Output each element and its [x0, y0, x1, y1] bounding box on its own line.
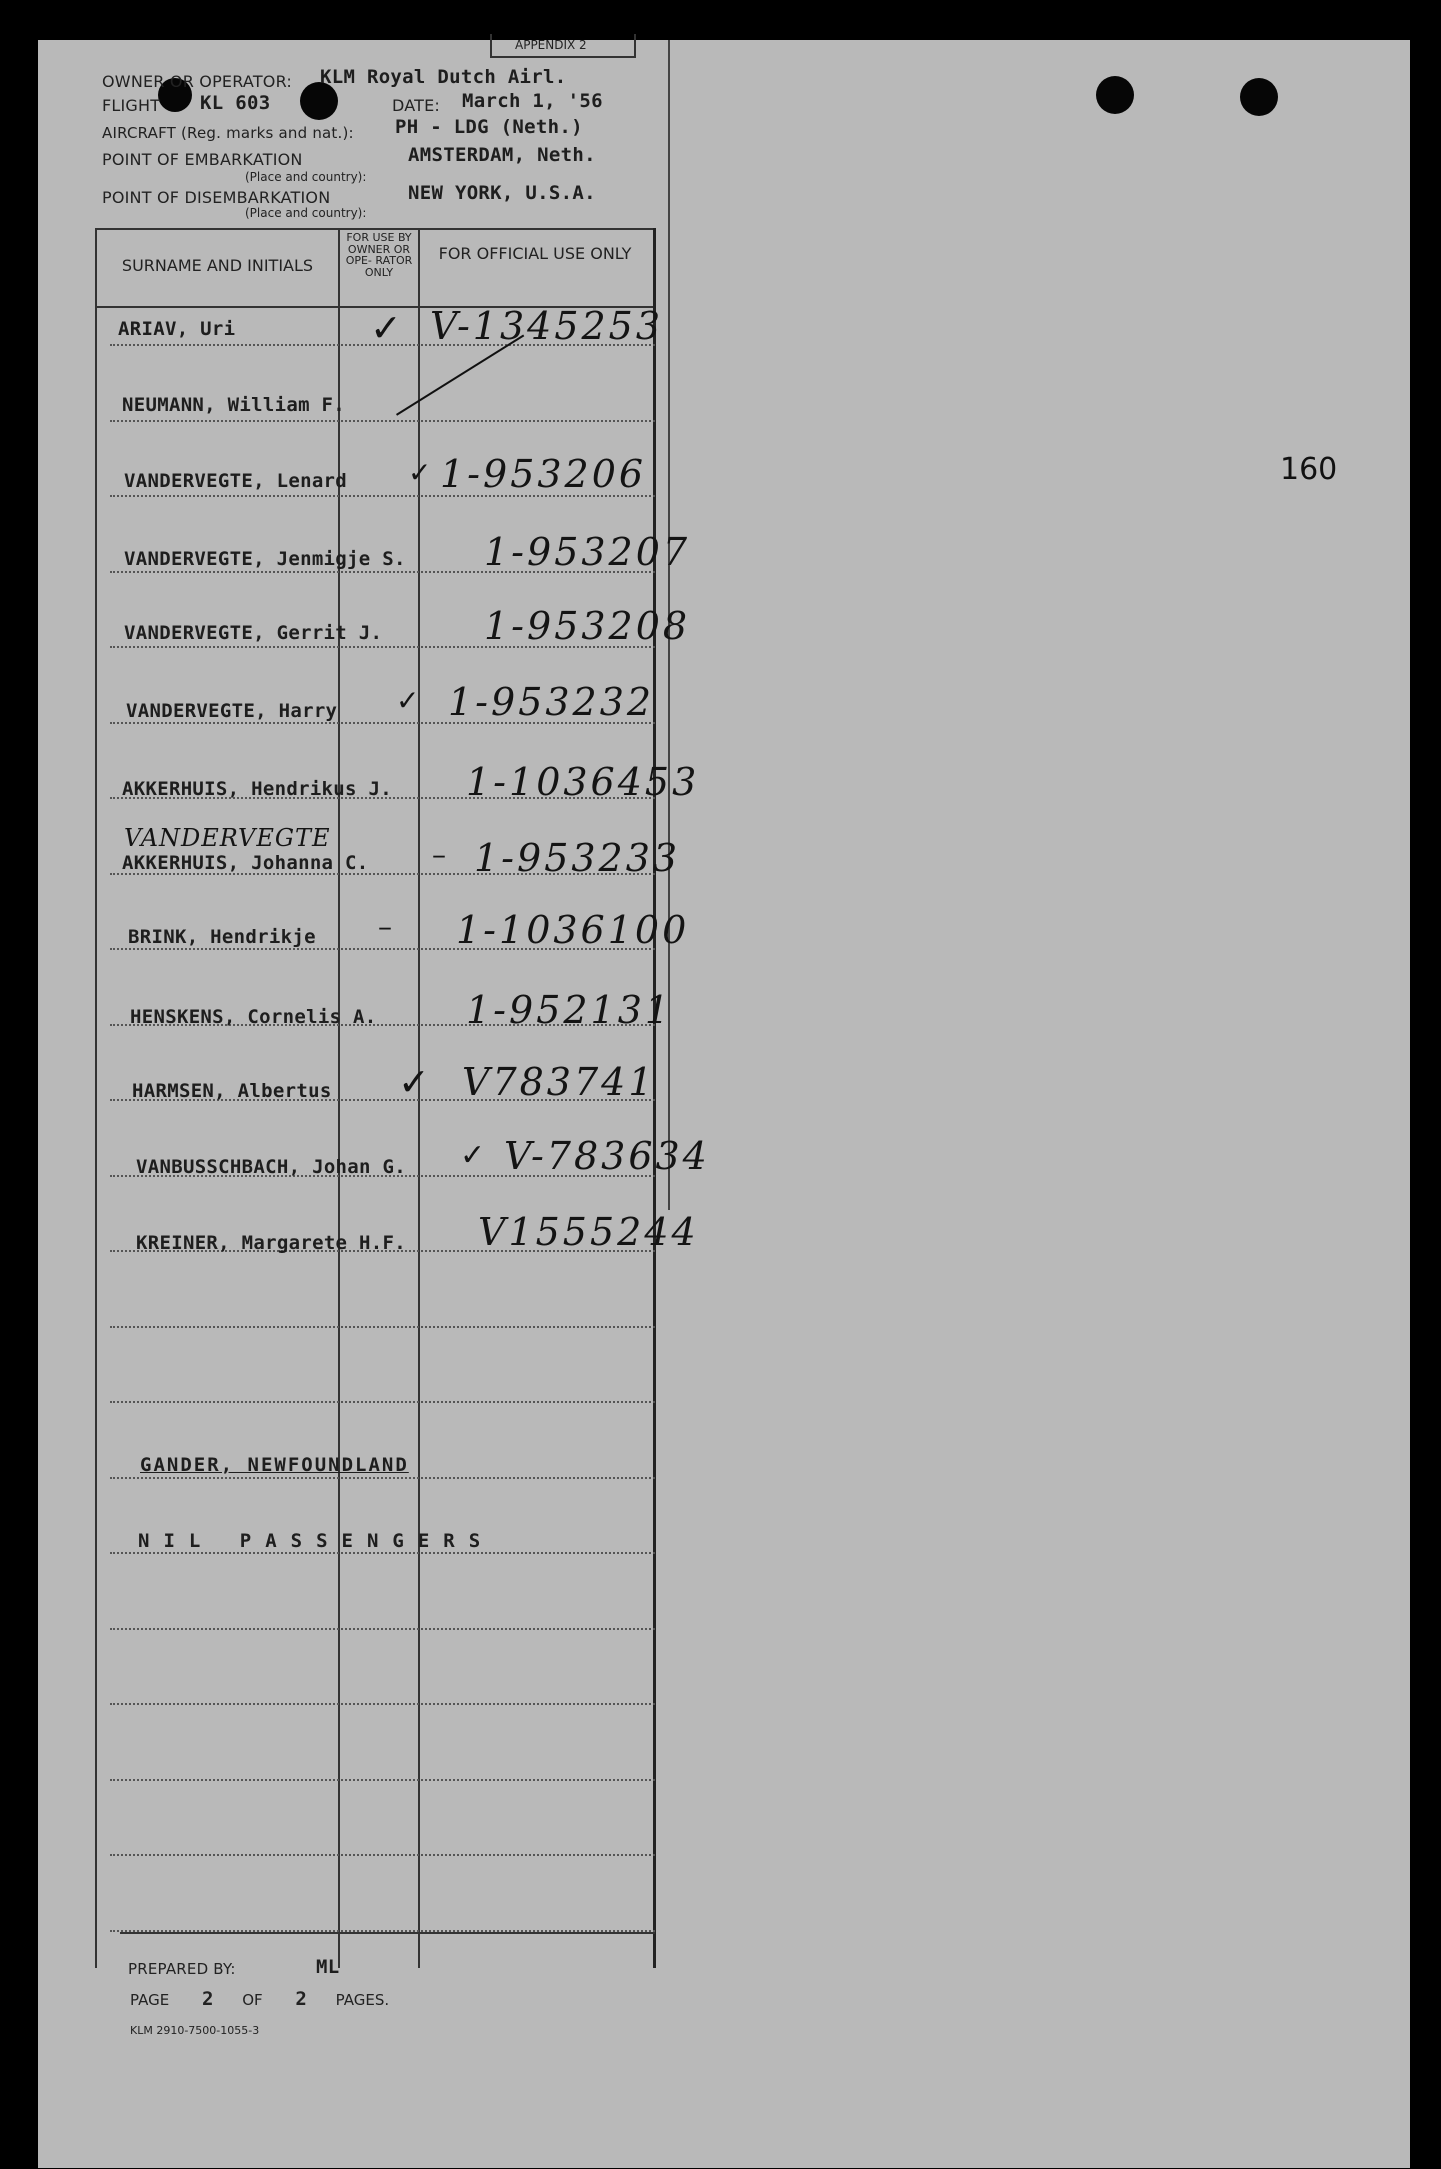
page-value: 2	[201, 1988, 214, 2010]
pages-label: PAGES.	[335, 1991, 390, 2009]
row-rule	[110, 1401, 655, 1403]
of-value: 2	[295, 1988, 307, 2010]
passenger-name: VANDERVEGTE, Gerrit J.	[124, 622, 383, 644]
date-label: DATE:	[392, 96, 441, 115]
aircraft-label: AIRCRAFT (Reg. marks and nat.):	[102, 124, 354, 142]
owner-label: OWNER OR OPERATOR:	[102, 72, 292, 91]
row-rule	[110, 1552, 655, 1554]
owner-mark: ✓	[370, 306, 402, 350]
of-label: OF	[242, 1991, 263, 2009]
stop-note: NIL PASSENGERS	[138, 1530, 495, 1552]
official-number: V-1345253	[430, 304, 664, 348]
appendix-label: APPENDIX 2	[515, 38, 587, 52]
table-top-rule	[95, 228, 655, 230]
surname-col-header: SURNAME AND INITIALS	[121, 256, 314, 275]
passenger-name: HARMSEN, Albertus	[132, 1080, 332, 1102]
official-col-header: FOR OFFICIAL USE ONLY	[438, 244, 632, 263]
punch-hole	[1096, 76, 1134, 114]
row-rule	[110, 1477, 655, 1479]
stop-place: GANDER, NEWFOUNDLAND	[140, 1454, 409, 1476]
owner-mark: ✓	[398, 1060, 430, 1104]
disembark-value: NEW YORK, U.S.A.	[408, 182, 596, 204]
handwritten-correction: VANDERVEGTE	[124, 824, 331, 852]
official-number: 1-953207	[484, 530, 691, 574]
official-number: 1-953233	[474, 836, 681, 880]
passenger-name: VANDERVEGTE, Jenmigje S.	[124, 548, 406, 570]
passenger-name: VANDERVEGTE, Lenard	[124, 470, 348, 492]
row-rule	[110, 1326, 655, 1328]
row-rule	[110, 1779, 655, 1781]
table-left-border	[95, 228, 97, 1968]
owner-value: KLM Royal Dutch Airl.	[320, 66, 567, 88]
table-bottom-rule	[120, 1932, 655, 1934]
embark-sub: (Place and country):	[245, 170, 367, 184]
official-number: 1-953232	[448, 680, 655, 724]
aircraft-value: PH - LDG (Neth.)	[395, 116, 583, 138]
page-number: 160	[1280, 452, 1338, 487]
passenger-name: HENSKENS, Cornelis A.	[130, 1006, 377, 1028]
passenger-name: VANDERVEGTE, Harry	[126, 700, 338, 722]
owner-mark: ✓	[460, 1138, 486, 1173]
row-rule	[110, 1930, 655, 1932]
page-count	[130, 1988, 389, 2010]
prepared-value: ML	[316, 1956, 340, 1978]
passenger-name: NEUMANN, William F.	[122, 394, 346, 416]
prepared-label: PREPARED BY:	[128, 1960, 236, 1978]
disembark-sub: (Place and country):	[245, 206, 367, 220]
page-label: PAGE	[130, 1991, 170, 2009]
manifest-sheet	[38, 40, 1410, 2168]
official-number: V1555244	[478, 1210, 699, 1254]
passenger-name: AKKERHUIS, Hendrikus J.	[122, 778, 392, 800]
passenger-name: VANBUSSCHBACH, Johan G.	[136, 1156, 406, 1178]
row-rule	[110, 420, 655, 422]
official-number: V-783634	[504, 1134, 710, 1178]
owner-mark: –	[378, 910, 392, 943]
owner-mark: ✓	[396, 684, 420, 717]
punch-hole	[1240, 78, 1278, 116]
official-number: 1-1036453	[466, 760, 700, 804]
date-value: March 1, '56	[462, 90, 603, 112]
disembark-label: POINT OF DISEMBARKATION	[102, 188, 331, 207]
official-number: V783741	[462, 1060, 656, 1104]
form-code: KLM 2910-7500-1055-3	[130, 2024, 260, 2037]
embark-label: POINT OF EMBARKATION	[102, 150, 303, 169]
official-number: 1-1036100	[456, 908, 690, 952]
row-rule	[110, 1628, 655, 1630]
owner-mark: ✓	[408, 456, 432, 489]
passenger-name: AKKERHUIS, Johanna C.	[122, 852, 369, 874]
row-rule	[110, 1703, 655, 1705]
official-number: 1-952131	[466, 988, 673, 1032]
passenger-name: KREINER, Margarete H.F.	[136, 1232, 406, 1254]
owner-mark: –	[432, 838, 446, 871]
flight-label: FLIGHT	[102, 96, 161, 115]
passenger-name: ARIAV, Uri	[118, 318, 236, 340]
owner-col-header: FOR USE BY OWNER OR OPE- RATOR ONLY	[345, 231, 413, 279]
embark-value: AMSTERDAM, Neth.	[408, 144, 596, 166]
passenger-name: BRINK, Hendrikje	[128, 926, 316, 948]
official-number: 1-953206	[440, 452, 647, 496]
row-rule	[110, 1854, 655, 1856]
flight-value: KL 603	[200, 92, 271, 114]
official-number: 1-953208	[484, 604, 691, 648]
